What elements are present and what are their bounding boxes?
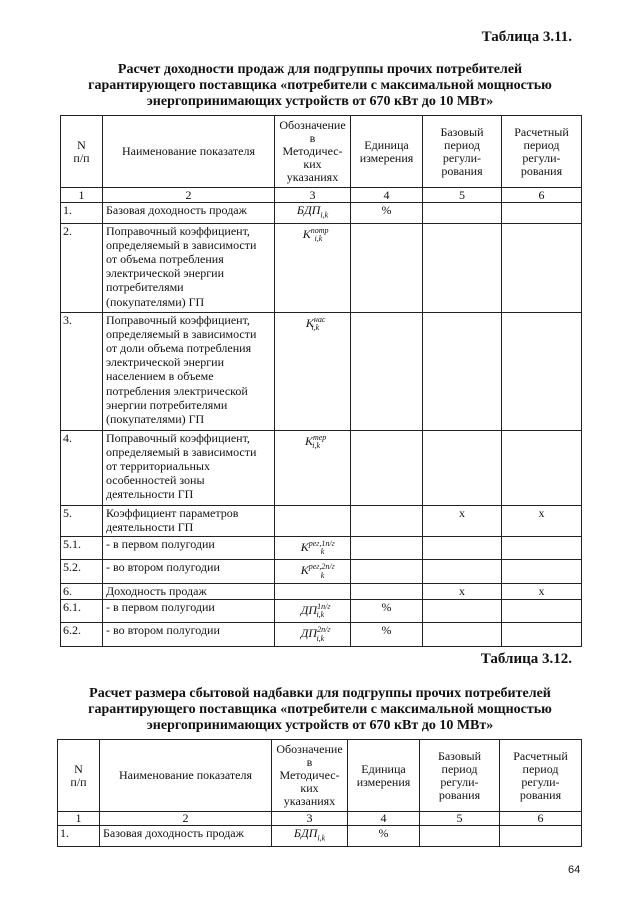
title-line: Расчет размера сбытовой надбавки для подгруппы прочих потребителей bbox=[89, 686, 551, 701]
symbol-superscript: потр bbox=[310, 225, 329, 235]
sales-profitability-table bbox=[60, 115, 582, 647]
symbol-superscript: нас bbox=[313, 314, 326, 324]
designation bbox=[275, 536, 351, 560]
designation bbox=[275, 505, 351, 536]
unit bbox=[351, 536, 423, 560]
row-number: 1. bbox=[61, 203, 103, 224]
row-number: 6.2. bbox=[61, 623, 103, 647]
symbol-base: БДП bbox=[293, 826, 318, 840]
indicator-name-line: Поправочный коэффициент, bbox=[106, 312, 250, 327]
table-row bbox=[58, 826, 582, 847]
symbol-subscript: i,k bbox=[314, 233, 323, 243]
header-indicator-name: Наименование показателя bbox=[103, 116, 275, 188]
header-line: Методичес- bbox=[279, 768, 340, 782]
indicator-name-line: энергии потребителями bbox=[106, 397, 228, 412]
indicator-name-line: (покупателями) ГП bbox=[106, 294, 205, 309]
indicator-name bbox=[103, 505, 275, 536]
designation bbox=[275, 203, 351, 224]
table-caption: Таблица 3.11. bbox=[481, 29, 572, 45]
column-number: 4 bbox=[351, 188, 423, 203]
table-title bbox=[60, 686, 580, 734]
symbol-subscript: i,k bbox=[316, 633, 325, 643]
indicator-name-line: Коэффициент параметров bbox=[106, 505, 239, 520]
base-period-value: x bbox=[423, 583, 502, 599]
designation bbox=[272, 826, 348, 847]
title-line: энергопринимающих устройств от 670 кВт до 10 МВт» bbox=[146, 718, 494, 733]
row-number: 5.2. bbox=[61, 560, 103, 584]
title-line: гарантирующего поставщика «потребители с максимальной мощностью bbox=[88, 78, 552, 93]
header-line: Базовый bbox=[440, 124, 484, 139]
header-line: ких bbox=[300, 781, 319, 795]
header-line: Методичес- bbox=[282, 144, 343, 158]
indicator-name bbox=[103, 203, 275, 224]
unit: % bbox=[348, 826, 420, 847]
table-row bbox=[61, 623, 582, 647]
table-row bbox=[61, 536, 582, 560]
header-line: Единица bbox=[364, 137, 409, 152]
indicator-name-line: деятельности ГП bbox=[106, 487, 194, 502]
table-caption: Таблица 3.12. bbox=[480, 651, 572, 667]
calc-period-value bbox=[502, 223, 582, 312]
table-row bbox=[61, 203, 582, 224]
table-row bbox=[61, 505, 582, 536]
designation-symbol bbox=[300, 625, 331, 643]
sales-markup-table bbox=[57, 739, 582, 847]
column-number: 3 bbox=[272, 812, 348, 826]
column-number: 5 bbox=[423, 188, 502, 203]
indicator-name-line: (покупателями) ГП bbox=[106, 412, 205, 427]
row-number: 5. bbox=[61, 505, 103, 536]
calc-period-value bbox=[500, 826, 582, 847]
designation bbox=[275, 312, 351, 430]
header-line: N bbox=[77, 137, 86, 152]
header-line: период bbox=[441, 761, 478, 776]
symbol-base: ДП bbox=[300, 626, 318, 641]
designation-symbol bbox=[305, 314, 326, 332]
header-line: рования bbox=[520, 163, 563, 178]
indicator-name bbox=[103, 536, 275, 560]
row-number: 5.1. bbox=[61, 536, 103, 560]
header-line: регули- bbox=[521, 774, 560, 789]
indicator-name-line: - в первом полугодии bbox=[106, 599, 215, 614]
base-period-value bbox=[423, 223, 502, 312]
unit: % bbox=[351, 599, 423, 623]
indicator-name-line: Поправочный коэффициент, bbox=[106, 223, 250, 238]
row-number: 2. bbox=[61, 223, 103, 312]
calc-period-value bbox=[502, 312, 582, 430]
header-line: N bbox=[74, 761, 83, 776]
symbol-base: БДП bbox=[296, 203, 321, 217]
header-line: Расчетный bbox=[513, 748, 568, 763]
header-line: период bbox=[522, 761, 559, 776]
base-period-value bbox=[423, 312, 502, 430]
indicator-name-line: Доходность продаж bbox=[106, 583, 207, 598]
header-line: рования bbox=[438, 787, 481, 802]
header-line: п/п bbox=[73, 150, 90, 165]
title-line: Расчет доходности продаж для подгруппы прочих потребителей bbox=[117, 62, 523, 77]
symbol-base: K bbox=[304, 433, 313, 448]
designation bbox=[275, 223, 351, 312]
unit bbox=[351, 223, 423, 312]
header-line: период bbox=[523, 137, 560, 152]
header-line: указаниях bbox=[283, 794, 336, 808]
symbol-superscript: рег,2п/г bbox=[308, 562, 335, 572]
calc-period-value bbox=[502, 599, 582, 623]
symbol-subscript: i,k bbox=[320, 210, 329, 220]
table-row bbox=[61, 430, 582, 505]
header-line: рования bbox=[441, 163, 483, 178]
header-number bbox=[58, 740, 100, 812]
designation-symbol bbox=[300, 538, 335, 556]
header-indicator-name: Наименование показателя bbox=[100, 740, 272, 812]
header-line: измерения bbox=[359, 150, 414, 165]
indicator-name-line: от доли объема потребления bbox=[106, 341, 252, 355]
header-line: Обозначение bbox=[279, 118, 346, 132]
designation-symbol bbox=[304, 432, 327, 450]
unit bbox=[351, 583, 423, 599]
table-row bbox=[61, 560, 582, 584]
designation bbox=[275, 560, 351, 584]
indicator-name-line: Базовая доходность продаж bbox=[103, 826, 244, 840]
symbol-superscript: 2п/г bbox=[317, 625, 331, 635]
symbol-base: K bbox=[300, 539, 309, 554]
header-designation bbox=[272, 740, 348, 812]
column-number: 6 bbox=[500, 812, 582, 826]
row-number: 6.1. bbox=[61, 599, 103, 623]
header-line: регули- bbox=[522, 150, 561, 165]
designation bbox=[275, 430, 351, 505]
indicator-name-line: особенностей зоны bbox=[106, 473, 205, 488]
designation-symbol bbox=[300, 601, 331, 620]
table-row bbox=[61, 599, 582, 623]
symbol-base: K bbox=[300, 563, 309, 578]
table-row bbox=[61, 223, 582, 312]
table-title bbox=[60, 62, 580, 110]
symbol-base: K bbox=[302, 226, 311, 241]
designation-symbol bbox=[293, 826, 326, 843]
symbol-superscript: 1п/г bbox=[317, 601, 331, 611]
header-line: в bbox=[306, 755, 313, 769]
base-period-value bbox=[420, 826, 500, 847]
indicator-name-line: электрической энергии bbox=[106, 266, 225, 281]
header-line: измерения bbox=[356, 774, 411, 789]
base-period-value bbox=[423, 599, 502, 623]
table-row bbox=[61, 583, 582, 599]
header-unit bbox=[351, 116, 423, 188]
indicator-name-line: - во втором полугодии bbox=[106, 623, 220, 638]
header-calc-period bbox=[500, 740, 582, 812]
unit: % bbox=[351, 623, 423, 647]
calc-period-value bbox=[502, 560, 582, 584]
symbol-superscript: тер bbox=[312, 432, 327, 442]
indicator-name-line: потребления электрической bbox=[106, 383, 248, 398]
header-unit bbox=[348, 740, 420, 812]
column-number: 2 bbox=[103, 188, 275, 203]
indicator-name-line: - во втором полугодии bbox=[106, 560, 220, 575]
indicator-name-line: потребителями bbox=[106, 280, 184, 295]
symbol-subscript: i,k bbox=[311, 322, 320, 332]
designation-symbol bbox=[296, 203, 329, 220]
indicator-name-line: - в первом полугодии bbox=[106, 536, 215, 551]
header-designation bbox=[275, 116, 351, 188]
row-number: 4. bbox=[61, 430, 103, 505]
row-number: 1. bbox=[58, 826, 100, 847]
header-base-period bbox=[420, 740, 500, 812]
column-number: 4 bbox=[348, 812, 420, 826]
symbol-subscript: i,k bbox=[312, 440, 321, 450]
title-line: гарантирующего поставщика «потребители с максимальной мощностью bbox=[88, 702, 552, 717]
indicator-name-line: определяемый в зависимости bbox=[106, 237, 257, 252]
symbol-base: ДП bbox=[300, 602, 318, 617]
header-line: Базовый bbox=[437, 748, 482, 763]
header-line: Обозначение bbox=[276, 742, 343, 756]
symbol-base: K bbox=[305, 315, 314, 330]
indicator-name bbox=[103, 560, 275, 584]
column-number: 3 bbox=[275, 188, 351, 203]
column-number: 2 bbox=[100, 812, 272, 826]
indicator-name bbox=[103, 430, 275, 505]
indicator-name-line: деятельности ГП bbox=[106, 519, 194, 534]
row-number: 3. bbox=[61, 312, 103, 430]
header-number bbox=[61, 116, 103, 188]
unit bbox=[351, 312, 423, 430]
designation bbox=[275, 583, 351, 599]
symbol-subscript: i,k bbox=[317, 833, 326, 843]
base-period-value bbox=[423, 560, 502, 584]
header-line: рования bbox=[519, 787, 562, 802]
indicator-name-line: населением в объеме bbox=[106, 369, 214, 384]
base-period-value bbox=[423, 430, 502, 505]
unit bbox=[351, 430, 423, 505]
calc-period-value: x bbox=[502, 505, 582, 536]
header-line: указаниях bbox=[286, 170, 339, 184]
header-line: ких bbox=[303, 157, 322, 171]
title-line: энергопринимающих устройств от 670 кВт до 10 МВт» bbox=[146, 94, 494, 109]
unit bbox=[351, 505, 423, 536]
indicator-name-line: электрической энергии bbox=[106, 355, 225, 370]
indicator-name bbox=[103, 623, 275, 647]
calc-period-value bbox=[502, 430, 582, 505]
column-number: 1 bbox=[58, 812, 100, 826]
indicator-name bbox=[103, 312, 275, 430]
indicator-name-line: Базовая доходность продаж bbox=[106, 203, 247, 217]
header-line: п/п bbox=[70, 774, 87, 789]
header-line: период bbox=[444, 137, 480, 152]
indicator-name-line: от территориальных bbox=[106, 459, 210, 473]
calc-period-value bbox=[502, 623, 582, 647]
base-period-value bbox=[423, 536, 502, 560]
symbol-subscript: k bbox=[320, 546, 325, 556]
designation-symbol bbox=[302, 225, 329, 243]
base-period-value bbox=[423, 203, 502, 224]
indicator-name bbox=[103, 583, 275, 599]
symbol-subscript: i,k bbox=[316, 610, 325, 620]
symbol-superscript: рег,1п/г bbox=[308, 538, 335, 548]
table-row bbox=[61, 312, 582, 430]
calc-period-value: x bbox=[502, 583, 582, 599]
indicator-name bbox=[103, 223, 275, 312]
header-base-period bbox=[423, 116, 502, 188]
indicator-name-line: от объема потребления bbox=[106, 252, 224, 266]
designation bbox=[275, 599, 351, 623]
row-number: 6. bbox=[61, 583, 103, 599]
header-line: Расчетный bbox=[514, 124, 569, 139]
indicator-name-line: определяемый в зависимости bbox=[106, 444, 257, 459]
header-line: в bbox=[309, 131, 316, 145]
column-number: 5 bbox=[420, 812, 500, 826]
base-period-value bbox=[423, 623, 502, 647]
symbol-subscript: k bbox=[320, 570, 325, 580]
base-period-value: x bbox=[423, 505, 502, 536]
indicator-name bbox=[100, 826, 272, 847]
indicator-name bbox=[103, 599, 275, 623]
designation bbox=[275, 623, 351, 647]
unit bbox=[351, 560, 423, 584]
header-line: регули- bbox=[442, 150, 482, 165]
calc-period-value bbox=[502, 203, 582, 224]
indicator-name-line: определяемый в зависимости bbox=[106, 326, 257, 341]
indicator-name-line: Поправочный коэффициент, bbox=[106, 430, 250, 445]
unit: % bbox=[351, 203, 423, 224]
column-number: 6 bbox=[502, 188, 582, 203]
column-number: 1 bbox=[61, 188, 103, 203]
calc-period-value bbox=[502, 536, 582, 560]
page-number: 64 bbox=[568, 864, 581, 876]
designation-symbol bbox=[300, 562, 335, 580]
header-line: регули- bbox=[440, 774, 479, 789]
header-line: Единица bbox=[361, 761, 406, 776]
header-calc-period bbox=[502, 116, 582, 188]
